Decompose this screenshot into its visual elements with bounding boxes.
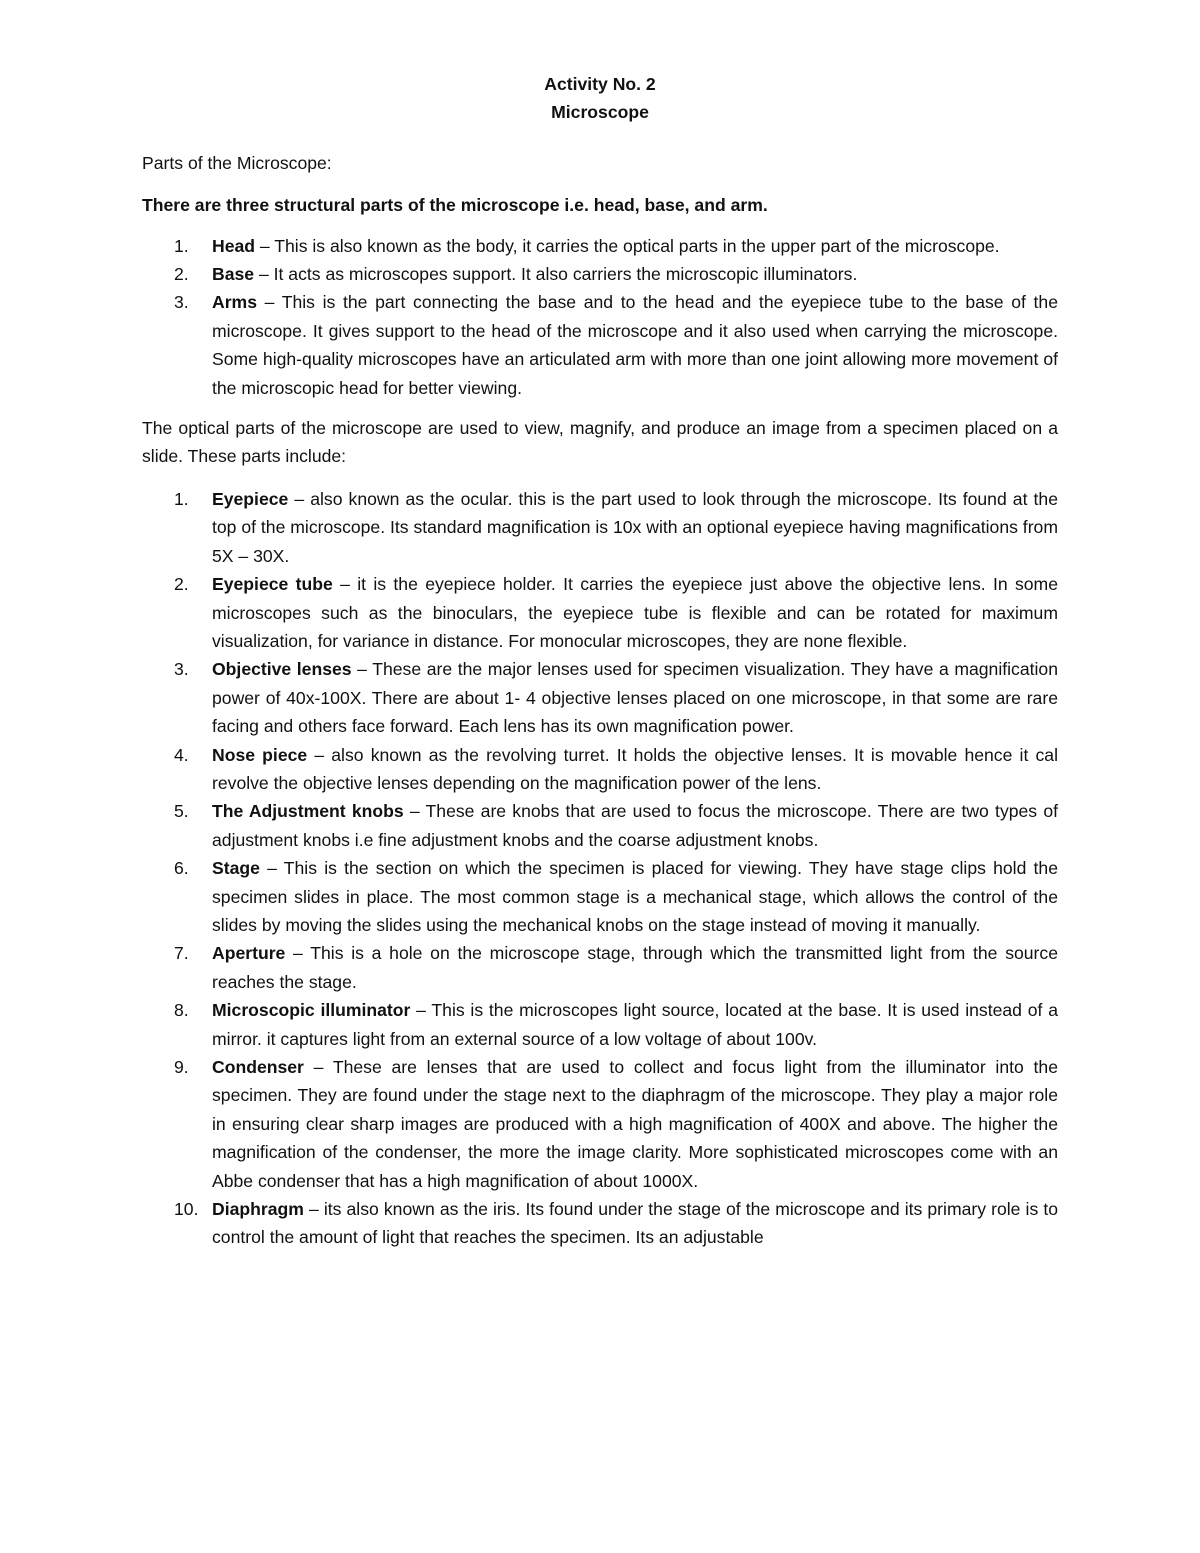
item-text: – This is a hole on the microscope stage, through which the transmitted light from the source reaches the stage. — [212, 943, 1058, 992]
item-text: – also known as the revolving turret. It holds the objective lenses. It is movable hence it cal revolve the objective lenses depending on the magnification power of the lens. — [212, 744, 1058, 793]
item-term: Head — [212, 235, 256, 256]
item-number: 6. — [174, 858, 189, 879]
item-text: – These are lenses that are used to collect and focus light from the illuminator into the specimen. They are found under the stage next to the diaphragm of the microscope. They play a major role in ensuring clear sharp images are produced with a high magnification of 400X and above. The higher the magnification of the condenser, the more the image clarity. More sophisticated microscopes come with an Abbe condenser that has a high magnification of about 1000X. — [212, 1057, 1058, 1191]
item-text: – These are the major lenses used for specimen visualization. They have a magnification power of 40x-100X. There are about 1- 4 objective lenses placed on one microscope, in that some are rare facing and others face forward. Each lens has its own magnification power. — [212, 659, 1059, 737]
item-number: 8. — [174, 1000, 189, 1021]
list-item — [142, 288, 1058, 402]
item-term: Condenser — [212, 1057, 304, 1077]
optical-intro: The optical parts of the microscope are used to view, magnify, and produce an image from a specimen placed on a slide. These parts include: — [142, 418, 1058, 467]
item-term: Eyepiece — [212, 488, 289, 509]
list-item — [142, 854, 1058, 939]
item-text: – This is the section on which the specimen is placed for viewing. They have stage clips hold the specimen slides in place. The most common stage is a mechanical stage, which allows the control of the slides by moving the slides using the mechanical knobs on the stage instead of moving it manually. — [212, 858, 1058, 935]
item-text: – This is the microscopes light source, located at the base. It is used instead of a mirror. it captures light from an external source of a low voltage of about 100v. — [212, 1000, 1058, 1049]
item-number: 5. — [174, 801, 189, 822]
activity-title: Activity No. 2 — [544, 74, 656, 94]
parts-heading: Parts of the Microscope: — [142, 152, 332, 173]
item-term: Microscopic illuminator — [212, 1000, 411, 1021]
item-number: 2. — [174, 264, 189, 285]
list-item — [142, 939, 1058, 996]
topic-title: Microscope — [551, 102, 649, 123]
item-text: – its also known as the iris. Its found under the stage of the microscope and its primary role is to control the amount of light that reaches the specimen. Its an adjustable — [212, 1199, 1058, 1248]
item-term: Arms — [212, 292, 257, 313]
list-item — [142, 1195, 1058, 1252]
item-term: Diaphragm — [212, 1199, 304, 1220]
item-number: 1. — [174, 235, 189, 256]
item-term: The Adjustment knobs — [212, 801, 404, 822]
optical-parts-list — [142, 485, 1058, 1252]
item-term: Aperture — [212, 943, 286, 964]
item-text: – It acts as microscopes support. It also carriers the microscopic illuminators. — [254, 264, 858, 285]
item-number: 1. — [174, 488, 189, 509]
list-item — [142, 232, 1058, 260]
list-item — [142, 1053, 1058, 1195]
list-item — [142, 485, 1058, 570]
list-item — [142, 797, 1058, 854]
item-text: – This is the part connecting the base and to the head and the eyepiece tube to the base of the microscope. It gives support to the head of the microscope and it also used when carrying the microscope. Some high-quality microscopes have an articulated arm with more than one joint allowing more movement of the microscopic head for better viewing. — [212, 292, 1058, 398]
list-item — [142, 741, 1058, 798]
item-text: – it is the eyepiece holder. It carries the eyepiece just above the objective lens. In some microscopes such as the binoculars, the eyepiece tube is flexible and can be rotated for maximum visualization, for variance in distance. For monocular microscopes, they are none flexible. — [212, 574, 1058, 651]
item-number: 4. — [174, 744, 189, 765]
item-number: 2. — [174, 574, 189, 595]
item-text: – also known as the ocular. this is the part used to look through the microscope. Its found at the top of the microscope. Its standard magnification is 10x with an optional eyepiece having magnifications from 5X – 30X. — [212, 488, 1058, 566]
item-number: 3. — [174, 292, 189, 313]
structural-heading: There are three structural parts of the microscope i.e. head, base, and arm. — [142, 195, 768, 216]
list-item — [142, 655, 1058, 740]
item-term: Objective lenses — [212, 659, 352, 680]
structural-parts-list — [142, 232, 1058, 402]
item-number: 10. — [174, 1199, 199, 1220]
item-term: Nose piece — [212, 744, 308, 765]
title-block — [142, 70, 1058, 127]
list-item — [142, 570, 1058, 655]
item-text: – This is also known as the body, it carries the optical parts in the upper part of the microscope. — [255, 235, 1000, 256]
item-text: – These are knobs that are used to focus the microscope. There are two types of adjustment knobs i.e fine adjustment knobs and the coarse adjustment knobs. — [212, 801, 1058, 850]
list-item — [142, 260, 1058, 288]
item-term: Stage — [212, 858, 260, 879]
item-term: Base — [212, 264, 255, 285]
item-number: 7. — [174, 943, 189, 964]
item-term: Eyepiece tube — [212, 574, 333, 595]
item-number: 3. — [174, 659, 189, 680]
list-item — [142, 996, 1058, 1053]
item-number: 9. — [174, 1057, 189, 1077]
